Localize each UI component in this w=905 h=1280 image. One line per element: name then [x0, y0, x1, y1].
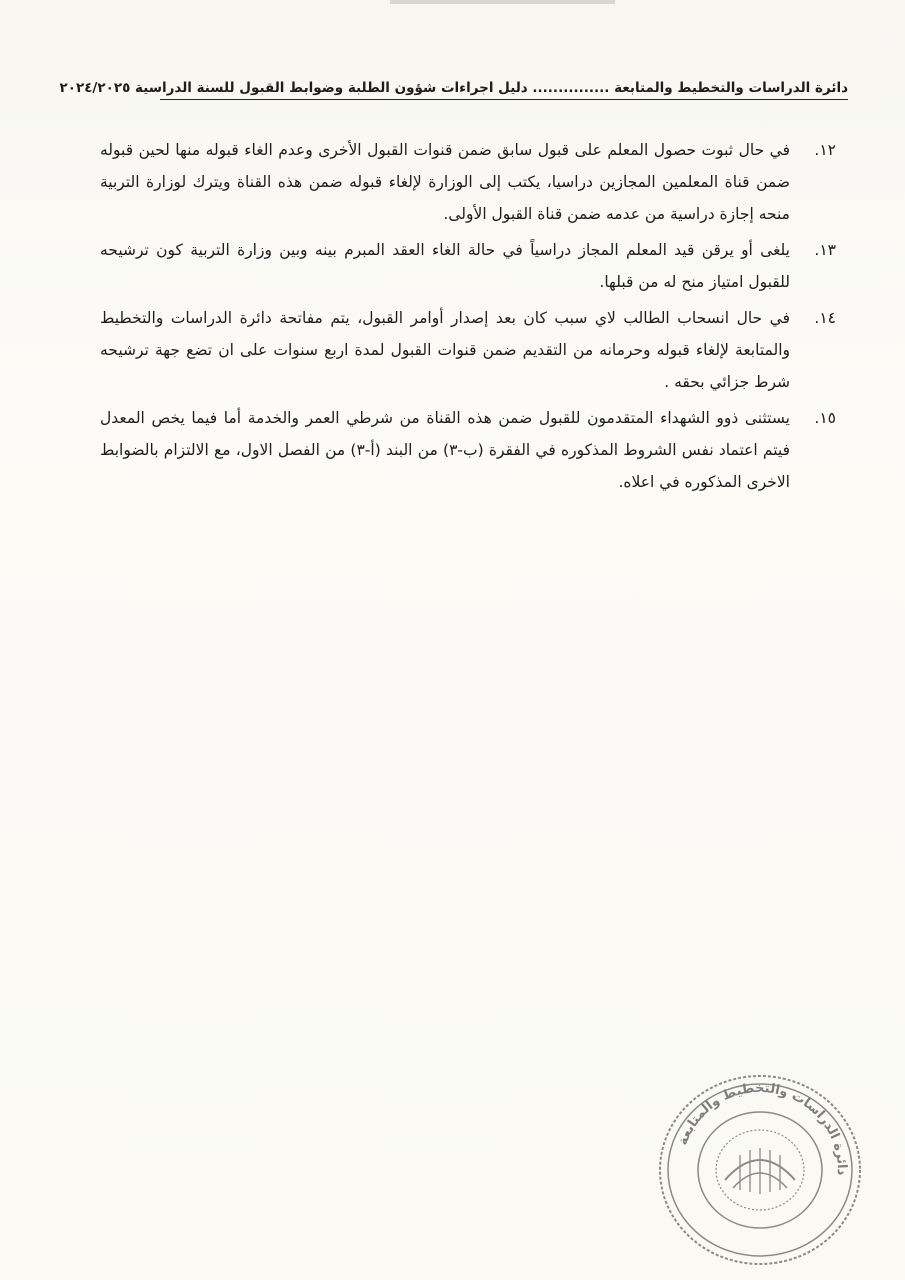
item-text: يستثنى ذوو الشهداء المتقدمون للقبول ضمن هذه القناة من شرطي العمر والخدمة أما فيما يخص المعدل فيتم اعتماد نفس الشروط المذكوره في الفقرة (ب-٣) من البند (أ-٣) من الفصل الاول، مع الالتزام بالضوابط الاخرى المذكوره في اعلاه. — [100, 409, 790, 491]
list-item — [100, 302, 836, 398]
header-dots: ............... — [532, 80, 610, 96]
item-text: في حال انسحاب الطالب لاي سبب كان بعد إصدار أوامر القبول، يتم مفاتحة دائرة الدراسات والتخطيط والمتابعة لإلغاء قبوله وحرمانه من التقديم ضمن قنوات القبول لمدة اربع سنوات على ان تضع جهة ترشيحه شرط جزائي بحقه . — [100, 309, 790, 391]
list-item — [100, 134, 836, 230]
item-number: ١٤. — [814, 309, 836, 327]
official-seal-icon — [655, 1070, 865, 1270]
item-number: ١٣. — [814, 241, 836, 259]
item-text: يلغى أو يرقن قيد المعلم المجاز دراسياً في حالة الغاء العقد المبرم بينه وبين وزارة التربية كون ترشيحه للقبول امتياز منح له من قبلها. — [100, 241, 790, 291]
page-header — [59, 80, 848, 100]
item-number: ١٥. — [814, 409, 836, 427]
item-number: ١٢. — [814, 141, 836, 159]
header-guide-title: دليل اجراءات شؤون الطلبة وضوابط القبول للسنة الدراسية ٢٠٢٤/٢٠٢٥ — [59, 80, 528, 96]
document-body — [100, 134, 836, 502]
header-department: دائرة الدراسات والتخطيط والمتابعة — [614, 80, 848, 96]
svg-text:دائرة الدراسات والتخطيط والمتا — [675, 1081, 849, 1176]
list-item — [100, 234, 836, 298]
stamp-text: دائرة الدراسات والتخطيط والمتابعة — [675, 1080, 850, 1176]
list-item — [100, 402, 836, 498]
scan-edge-mark — [390, 0, 615, 4]
item-text: في حال ثبوت حصول المعلم على قبول سابق ضمن قنوات القبول الأخرى وعدم الغاء قبوله منها لحين قبوله ضمن قناة المعلمين المجازين دراسيا، يكتب إلى الوزارة لإلغاء قبوله ضمن هذه القناة ويترك لوزارة التربية منحه إجازة دراسية من عدمه ضمن قناة القبول الأولى. — [100, 141, 790, 223]
